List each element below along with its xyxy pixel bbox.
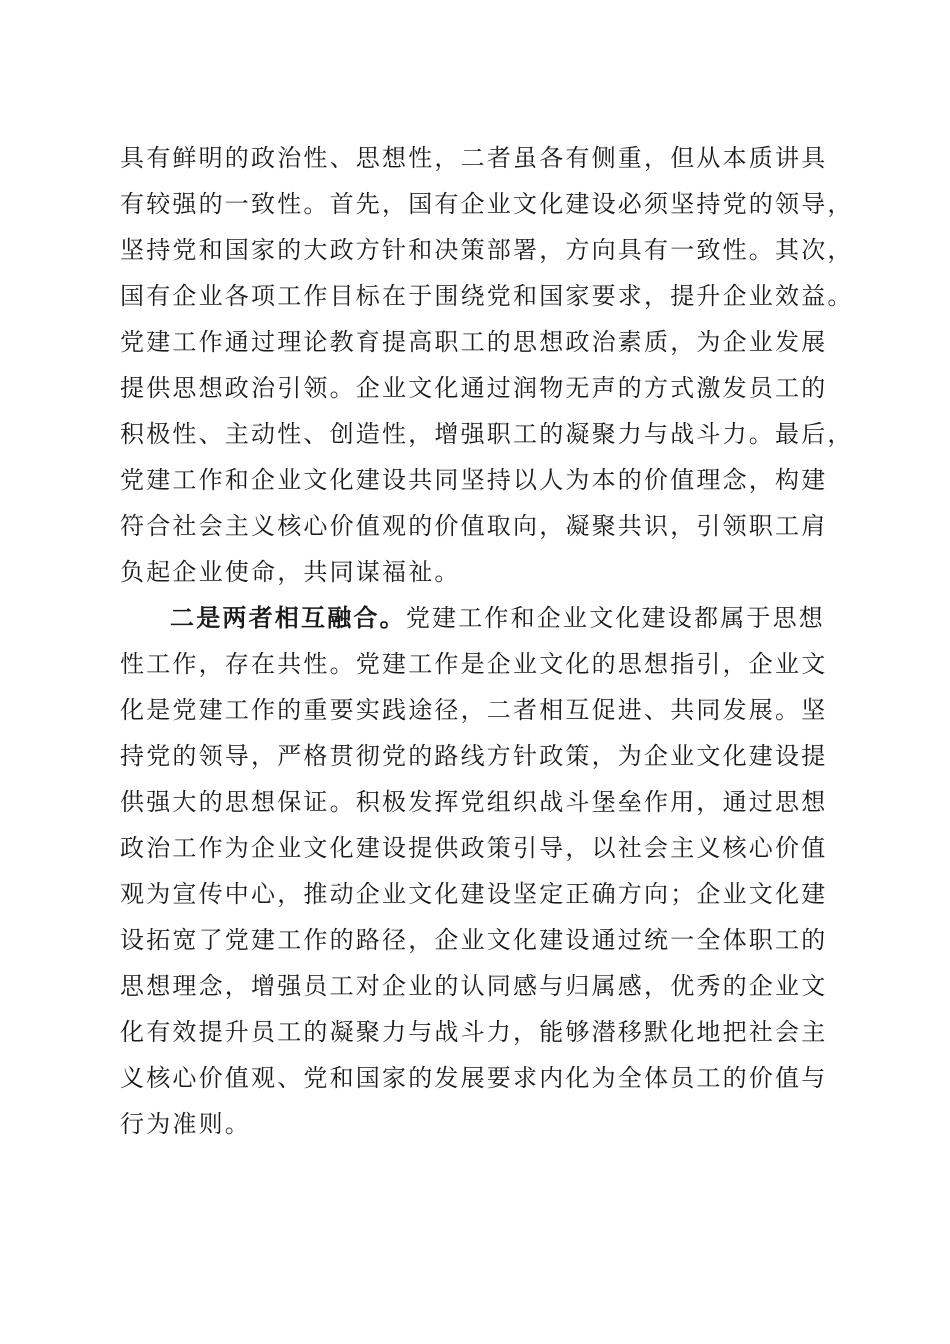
body-text xyxy=(120,135,860,1147)
paragraph-first-line xyxy=(120,595,860,641)
paragraph-first-line-text: 党建工作和企业文化建设都属于思想 xyxy=(405,604,826,632)
text-line: 义核心价值观、党和国家的发展要求内化为全体员工的价值与 xyxy=(120,1064,828,1092)
text-line: 化是党建工作的重要实践途径，二者相互促进、共同发展。坚 xyxy=(120,696,828,724)
text-line: 国有企业各项工作目标在于围绕党和国家要求，提升企业效益。 xyxy=(120,282,854,310)
text-line: 具有鲜明的政治性、思想性，二者虽各有侧重，但从本质讲具 xyxy=(120,144,828,172)
text-line: 政治工作为企业文化建设提供政策引导，以社会主义核心价值 xyxy=(120,834,828,862)
text-line: 供强大的思想保证。积极发挥党组织战斗堡垒作用，通过思想 xyxy=(120,788,828,816)
text-line: 化有效提升员工的凝聚力与战斗力，能够潜移默化地把社会主 xyxy=(120,1018,828,1046)
text-line: 思想理念，增强员工对企业的认同感与归属感，优秀的企业文 xyxy=(120,972,828,1000)
paragraph-heading: 二是两者相互融合。 xyxy=(170,603,406,632)
text-line: 行为准则。 xyxy=(120,1110,251,1138)
text-line: 党建工作和企业文化建设共同坚持以人为本的价值理念，构建 xyxy=(120,466,828,494)
text-line: 负起企业使命，共同谋福祉。 xyxy=(120,558,461,586)
text-line: 提供思想政治引领。企业文化通过润物无声的方式激发员工的 xyxy=(120,374,828,402)
text-line: 有较强的一致性。首先，国有企业文化建设必须坚持党的领导， xyxy=(120,190,854,218)
text-line: 观为宣传中心，推动企业文化建设坚定正确方向；企业文化建 xyxy=(120,880,828,908)
text-line: 持党的领导，严格贯彻党的路线方针政策，为企业文化建设提 xyxy=(120,742,828,770)
text-line: 积极性、主动性、创造性，增强职工的凝聚力与战斗力。最后， xyxy=(120,420,854,448)
text-line: 设拓宽了党建工作的路径，企业文化建设通过统一全体职工的 xyxy=(120,926,828,954)
text-line: 符合社会主义核心价值观的价值取向，凝聚共识，引领职工肩 xyxy=(120,512,828,540)
text-line: 坚持党和国家的大政方针和决策部署，方向具有一致性。其次， xyxy=(120,236,854,264)
text-line: 性工作，存在共性。党建工作是企业文化的思想指引，企业文 xyxy=(120,650,828,678)
text-line: 党建工作通过理论教育提高职工的思想政治素质，为企业发展 xyxy=(120,328,828,356)
